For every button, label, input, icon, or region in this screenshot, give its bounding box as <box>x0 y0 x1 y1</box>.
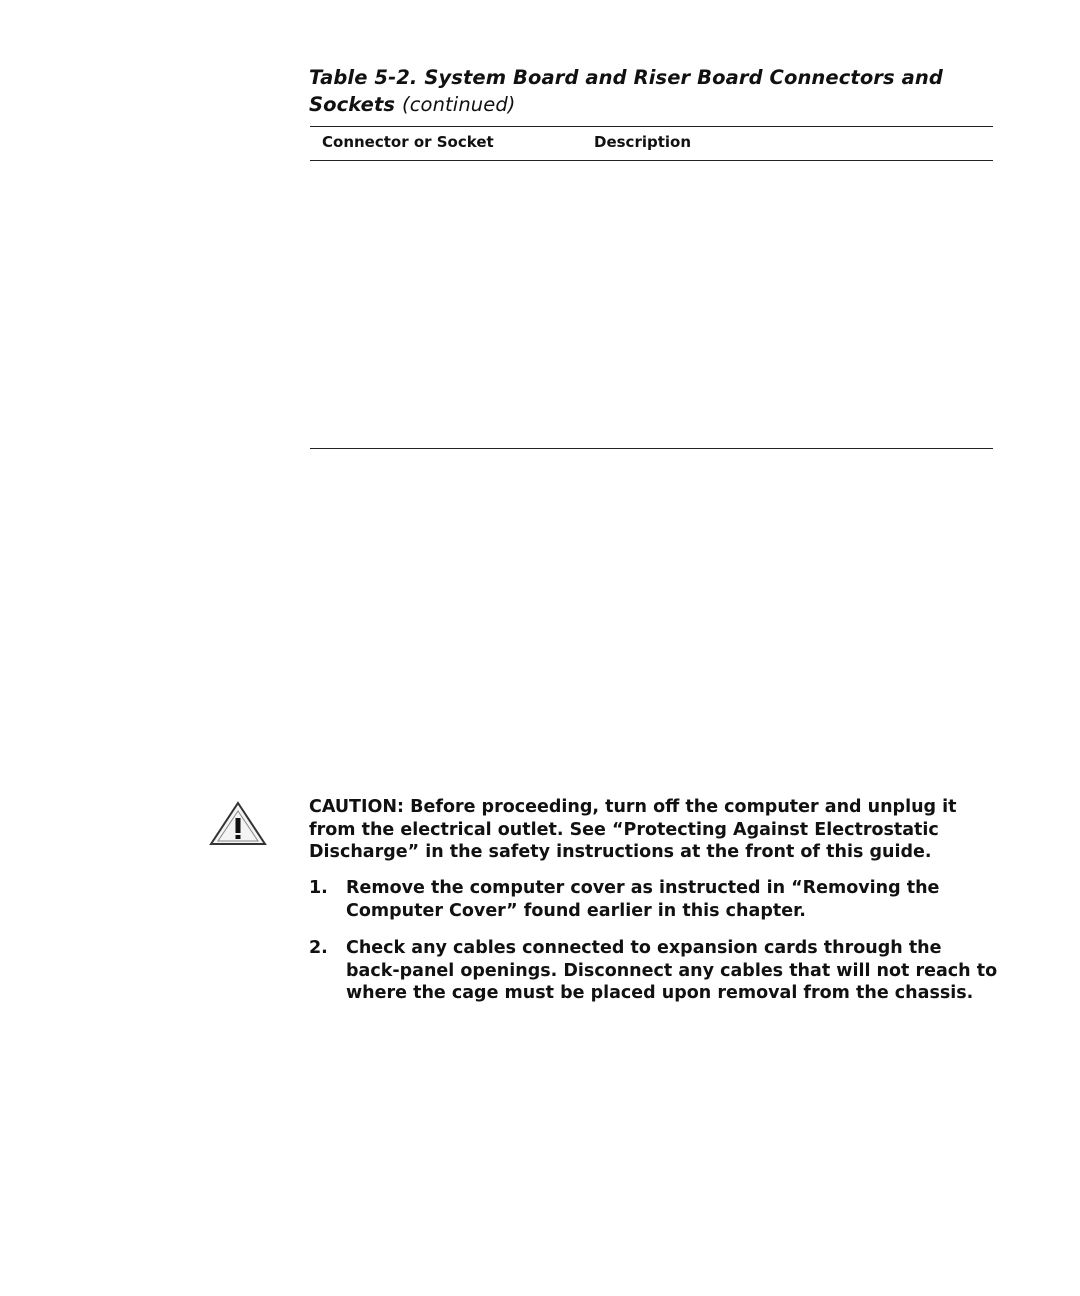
step-item <box>309 937 999 1005</box>
table-title <box>309 64 993 118</box>
column-header-connector: Connector or Socket <box>322 133 494 151</box>
table-bottom-rule <box>310 448 993 449</box>
step-number: 2. <box>309 938 328 958</box>
table-title-continued: (continued) <box>402 93 516 116</box>
column-header-description: Description <box>594 133 692 151</box>
step-text: Check any cables connected to expansion cards through the back-panel openings. Disconnect any cables that will not reach to where the cage must be placed upon removal from the chassis. <box>346 938 998 1003</box>
step-number: 1. <box>309 878 328 898</box>
step-item <box>309 877 999 922</box>
table-top-rule <box>310 126 993 127</box>
procedure-steps <box>309 877 999 1020</box>
table-header-rule <box>310 160 993 161</box>
caution-triangle-icon <box>208 800 268 848</box>
step-text: Remove the computer cover as instructed in “Removing the Computer Cover” found earlier in this chapter. <box>346 878 940 921</box>
caution-text: CAUTION: Before proceeding, turn off the computer and unplug it from the electrical outlet. See “Protecting Against Electrostatic Discharge” in the safety instructions at the front of this guide. <box>309 797 957 862</box>
table-title-text: Table 5-2. System Board and Riser Board Connectors and Sockets <box>309 66 943 116</box>
